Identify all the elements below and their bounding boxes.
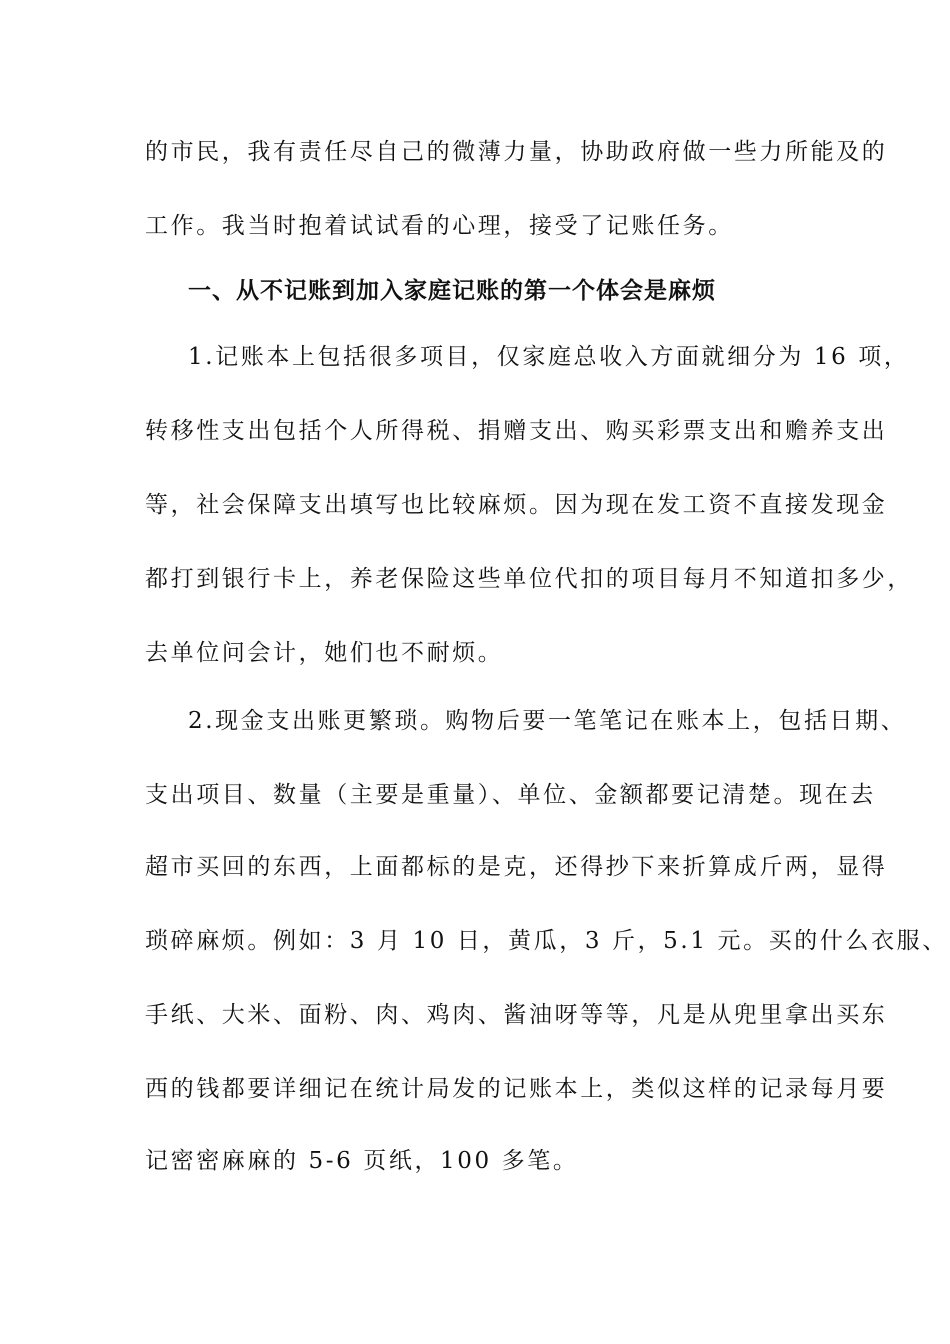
paragraph-line: 等，社会保障支出填写也比较麻烦。因为现在发工资不直接发现金 xyxy=(145,492,888,518)
paragraph-line: 支出项目、数量（主要是重量）、单位、金额都要记清楚。现在去 xyxy=(145,782,876,808)
paragraph-line: 工作。我当时抱着试试看的心理，接受了记账任务。 xyxy=(145,213,734,239)
paragraph-line: 记密密麻麻的 5-6 页纸，100 多笔。 xyxy=(145,1148,579,1174)
paragraph-line: 转移性支出包括个人所得税、捐赠支出、购买彩票支出和赡养支出 xyxy=(145,418,888,444)
paragraph-line: 去单位问会计，她们也不耐烦。 xyxy=(145,640,504,666)
paragraph-line: 琐碎麻烦。例如：3 月 10 日，黄瓜，3 斤，5.1 元。买的什么衣服、 xyxy=(145,928,948,954)
paragraph-line: 西的钱都要详细记在统计局发的记账本上，类似这样的记录每月要 xyxy=(145,1076,888,1102)
section-heading: 一、从不记账到加入家庭记账的第一个体会是麻烦 xyxy=(188,277,716,304)
paragraph-line: 的市民，我有责任尽自己的微薄力量，协助政府做一些力所能及的 xyxy=(145,139,888,165)
paragraph-line: 超市买回的东西，上面都标的是克，还得抄下来折算成斤两，显得 xyxy=(145,854,888,880)
paragraph-line: 2.现金支出账更繁琐。购物后要一笔笔记在账本上，包括日期、 xyxy=(188,708,907,734)
paragraph-line: 手纸、大米、面粉、肉、鸡肉、酱油呀等等，凡是从兜里拿出买东 xyxy=(145,1002,888,1028)
paragraph-line: 都打到银行卡上，养老保险这些单位代扣的项目每月不知道扣多少， xyxy=(145,566,913,592)
paragraph-line: 1.记账本上包括很多项目，仅家庭总收入方面就细分为 16 项， xyxy=(188,344,910,370)
